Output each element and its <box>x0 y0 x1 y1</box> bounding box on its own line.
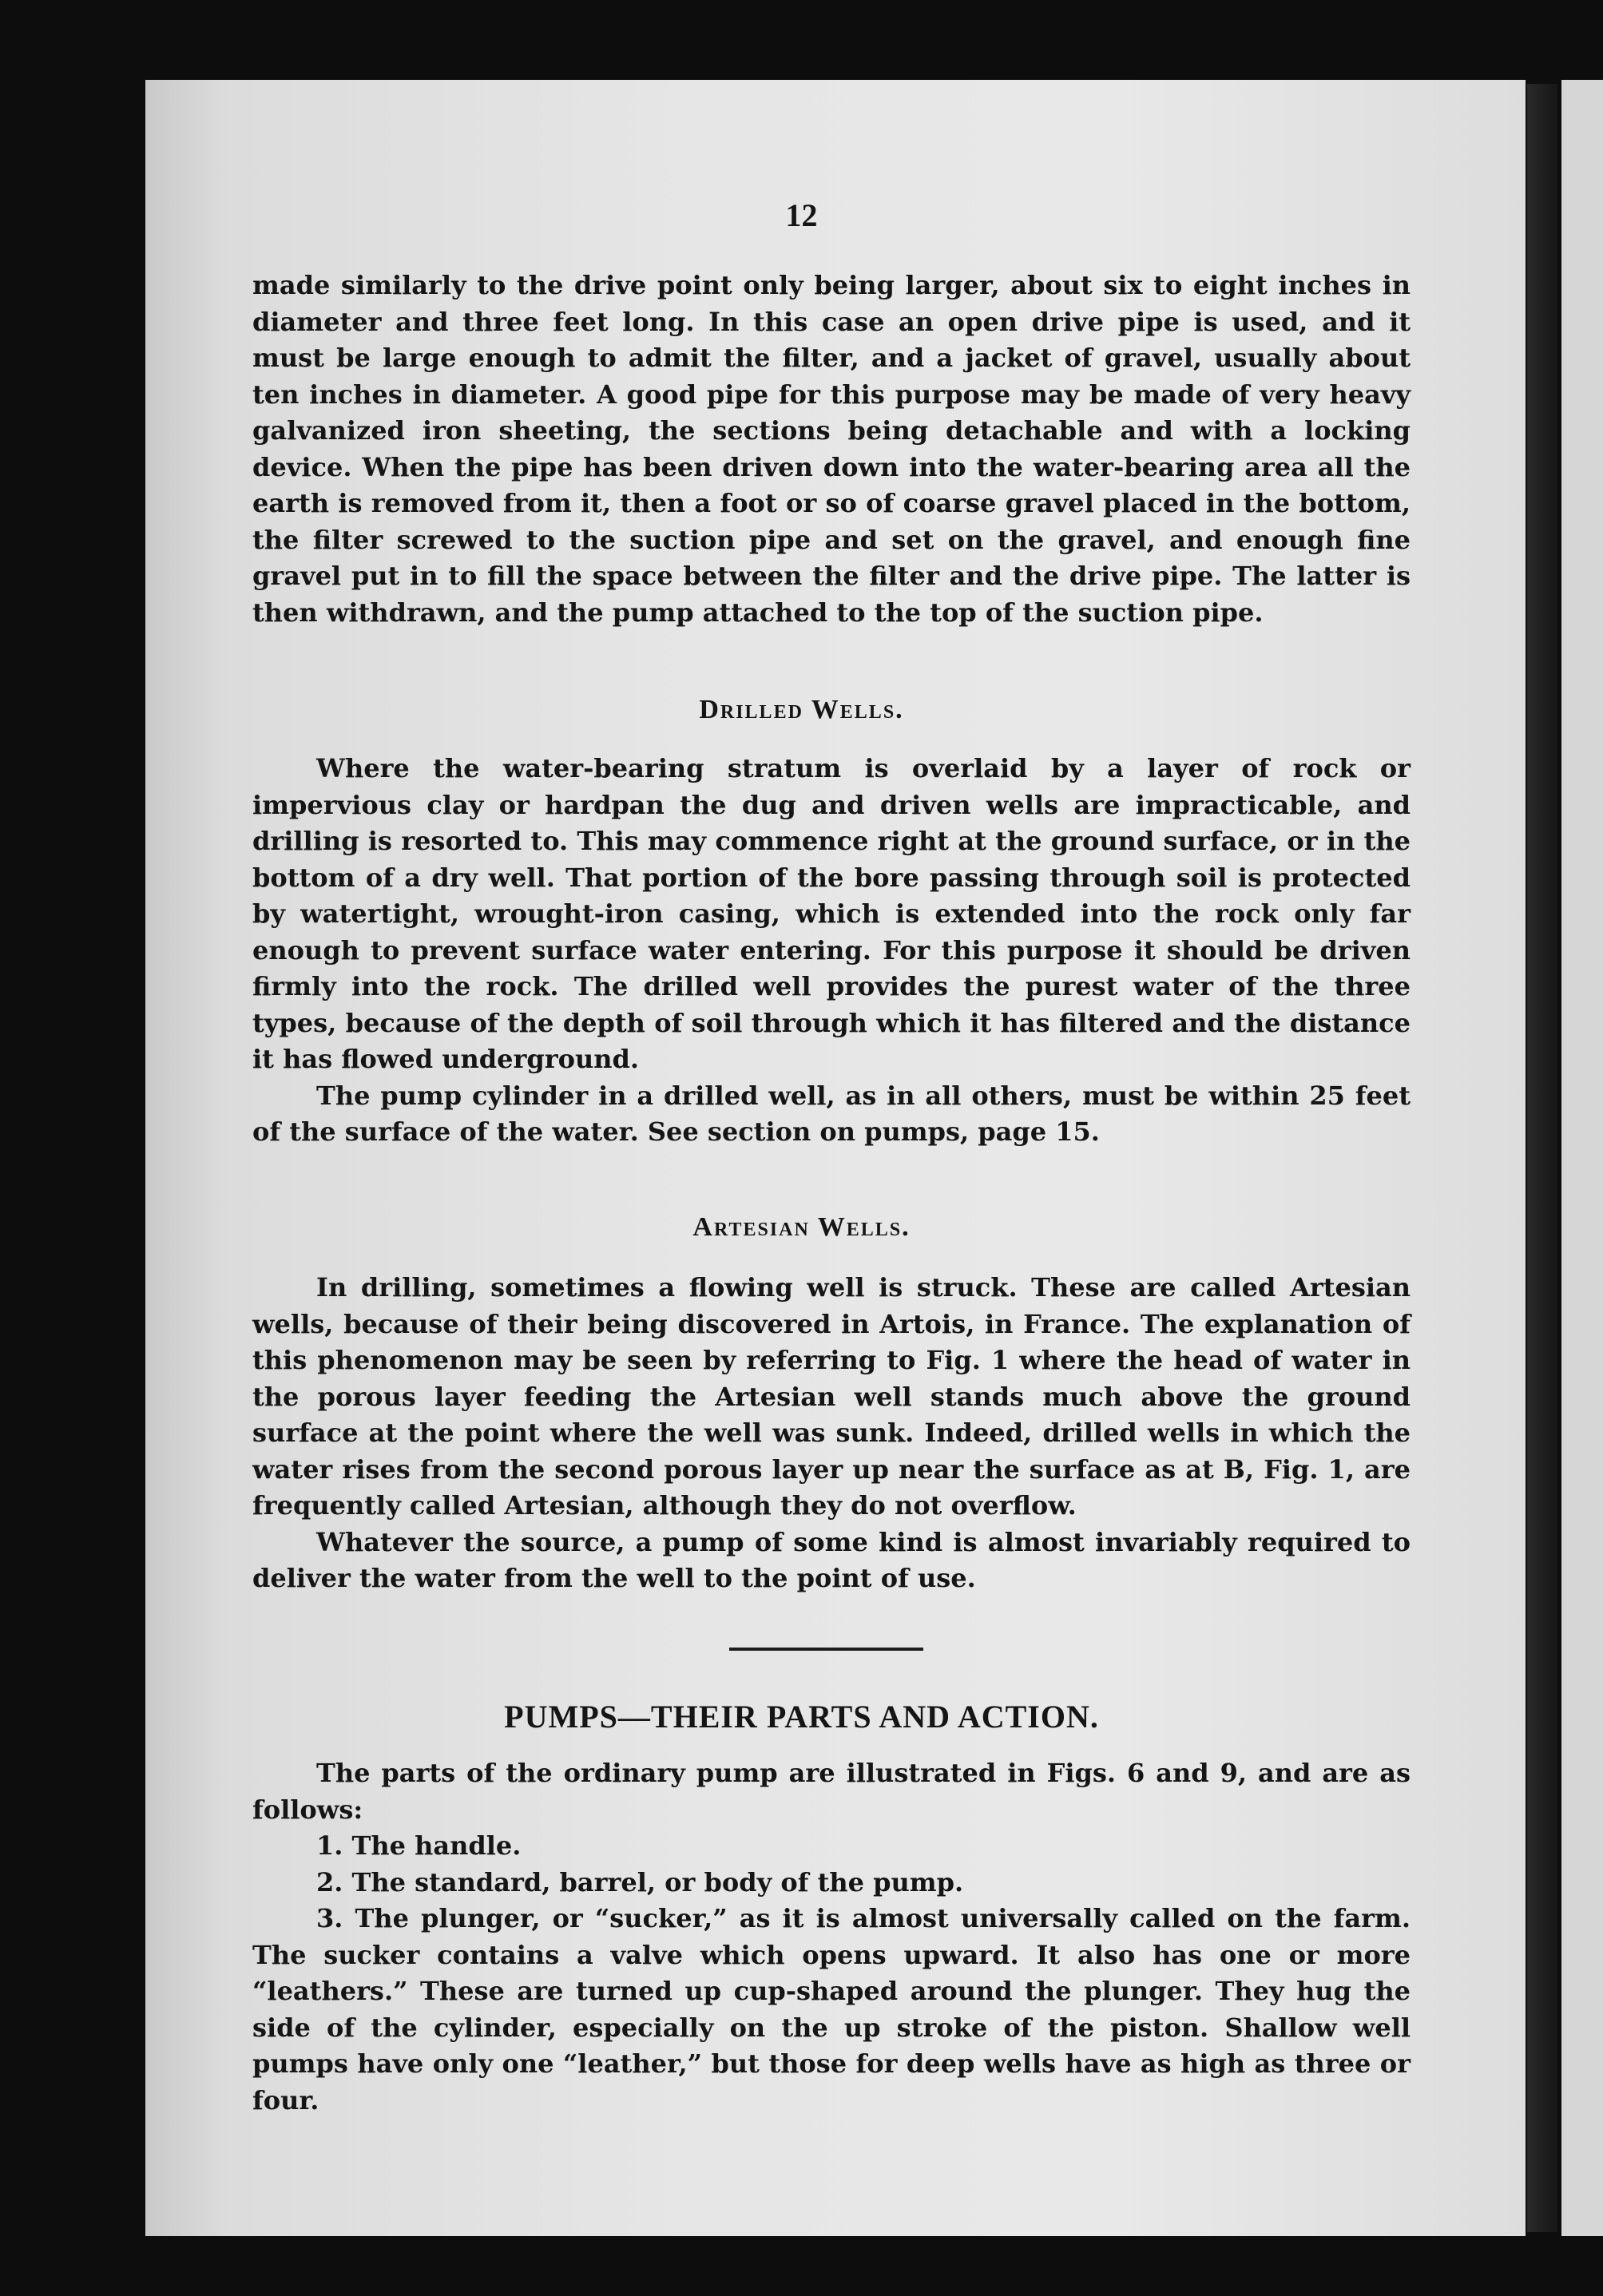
artesian-wells-heading: Artesian Wells. <box>692 1212 911 1242</box>
paragraph: Where the water-bearing stratum is overlaid by a layer of rock or impervious clay or hardpan the dug and driven wells are impracticable, and drilling is resorted to. This may commence right at the ground surface, or in the bottom of a dry well. That portion of the bore passing through soil is protected by watertight, wrought-iron casing, which is extended into the rock only far enough to prevent surface water entering. For this purpose it should be driven firmly into the rock. The drilled well provides the purest water of the three types, because of the depth of soil through which it has filtered and the distance it has flowed underground. <box>252 753 1411 1074</box>
drilled-wells-heading: Drilled Wells. <box>699 695 904 724</box>
page-number: 12 <box>785 197 818 233</box>
adjacent-page-edge <box>1561 80 1603 2236</box>
paragraph: The parts of the ordinary pump are illustrated in Figs. 6 and 9, and are as follows: <box>252 1758 1411 1825</box>
list-item: 3. The plunger, or “sucker,” as it is almost universally called on the farm. The sucker contains a valve which opens upward. It also has one or more “leathers.” These are turned up cup-shaped around the plunger. They hug the side of the cylinder, especially on the up stroke of the piston. Shallow well pumps have only one “leather,” but those for deep wells have as high as three or four. <box>252 1903 1411 2116</box>
paragraph: In drilling, sometimes a flowing well is struck. These are called Artesian wells, because of their being discovered in Artois, in France. The explanation of this phenomenon may be seen by referring to Fig. 1 where the head of water in the porous layer feeding the Artesian well stands much above the ground surface at the point where the well was sunk. Indeed, drilled wells in which the water rises from the second porous layer up near the surface as at B, Fig. 1, are frequently called Artesian, although they do not overflow. <box>252 1272 1411 1521</box>
book-spine <box>1527 84 1557 2232</box>
continued-paragraph-block <box>252 268 1411 631</box>
list-item: 1. The handle. <box>316 1830 522 1861</box>
artesian-wells-section <box>252 1270 1411 1597</box>
list-item: 2. The standard, barrel, or body of the pump. <box>316 1866 964 1897</box>
pumps-heading: PUMPS—THEIR PARTS AND ACTION. <box>504 1699 1099 1735</box>
section-divider-rule <box>729 1648 923 1651</box>
pumps-section <box>252 1755 1411 2119</box>
paragraph: made similarly to the drive point only being larger, about six to eight inches in diameter and three feet long. In this case an open drive pipe is used, and it must be large enough to admit the filter, and a jacket of gravel, usually about ten inches in diameter. A good pipe for this purpose may be made of very heavy galvanized iron sheeting, the sections being detachable and with a locking device. When the pipe has been driven down into the water-bearing area all the earth is removed from it, then a foot or so of coarse gravel placed in the bottom, the filter screwed to the suction pipe and set on the gravel, and enough fine gravel put in to fill the space between the filter and the drive pipe. The latter is then withdrawn, and the pump attached to the top of the suction pipe. <box>252 270 1411 628</box>
paragraph: Whatever the source, a pump of some kind is almost invariably required to deliver the water from the well to the point of use. <box>252 1526 1411 1593</box>
drilled-wells-section <box>252 751 1411 1151</box>
paragraph: The pump cylinder in a drilled well, as in all others, must be within 25 feet of the surface of the water. See section on pumps, page 15. <box>252 1080 1411 1147</box>
